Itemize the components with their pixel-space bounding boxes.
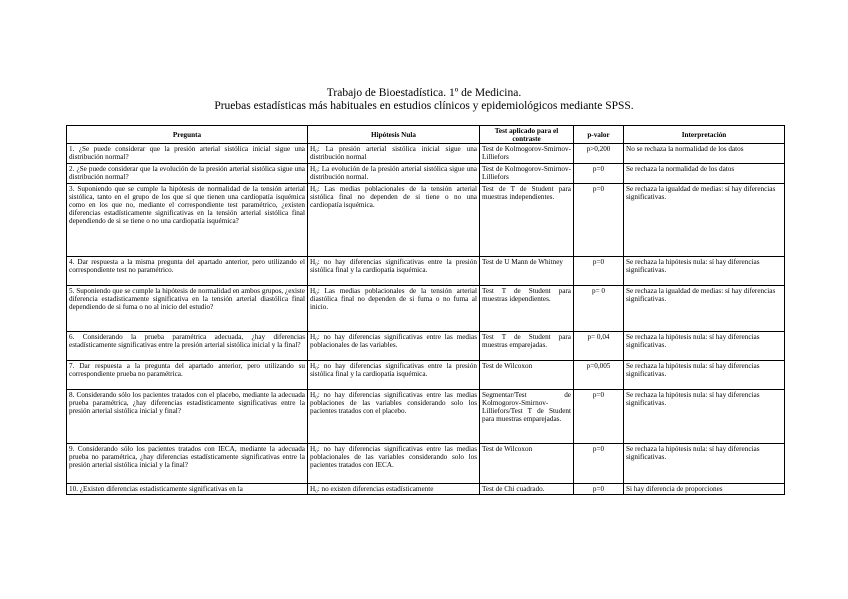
- cell-interpretacion: Se rechaza la normalidad de los datos: [624, 164, 785, 184]
- cell-interpretacion: Se rechaza la hipótesis nula: sí hay diferencias significativas.: [624, 361, 785, 390]
- cell-hipotesis: H₀: La evolución de la presión arterial sistólica sigue una distribución normal.: [308, 164, 480, 184]
- cell-p-valor: p=0: [574, 257, 624, 286]
- cell-hipotesis: H₀: no hay diferencias significativas entre las medias poblacionales de las variables considerando solo los pacientes tratados con IECA.: [308, 444, 480, 484]
- cell-test: Test de Kolmogorov-Smirnov-Lilliefors: [480, 164, 574, 184]
- cell-hipotesis: H₀: no hay diferencias significativas entre las medias poblacionales de las variables.: [308, 332, 480, 361]
- cell-p-valor: p=0: [574, 390, 624, 444]
- header-pregunta: Pregunta: [67, 126, 308, 144]
- cell-test: Test de Wilcoxon: [480, 361, 574, 390]
- cell-interpretacion: No se rechaza la normalidad de los datos: [624, 144, 785, 164]
- cell-pregunta: 8. Considerando sólo los pacientes tratados con el placebo, mediante la adecuada prueba paramétrica, ¿hay diferencias estadísticamente significativas entre la presión arterial sistólica inicial y final?: [67, 390, 308, 444]
- cell-pregunta: 3. Suponiendo que se cumple la hipótesis de normalidad de la tensión arterial sistólica, tanto en el grupo de los que sí que tienen una cardiopatía isquémica como en los que no, mediante el correspondiente test paramétrico, ¿existen diferencias estadísticamente significativas en la tensión arterial sistólica final dependiendo de si se tiene o no una cardiopatía isquémica?: [67, 184, 308, 257]
- cell-test: Test de U Mann de Whitney: [480, 257, 574, 286]
- cell-test: Test de Wilcoxon: [480, 444, 574, 484]
- cell-hipotesis: H₀: Las medias poblacionales de la tensión arterial sistólica final no dependen de si tiene o no una cardiopatía isquémica.: [308, 184, 480, 257]
- table-row: [67, 484, 785, 495]
- cell-test: Test de Chi cuadrado.: [480, 484, 574, 495]
- cell-test: Test T de Student para muestras idependientes.: [480, 286, 574, 332]
- cell-p-valor: p=0: [574, 444, 624, 484]
- cell-test: Test de T de Student para muestras independientes.: [480, 184, 574, 257]
- cell-hipotesis: H₀: no hay diferencias significativas entre las medias poblaciones de las variables considerando solo los pacientes tratados con el placebo.: [308, 390, 480, 444]
- statistics-table: [66, 125, 785, 495]
- cell-pregunta: 1. ¿Se puede considerar que la presión arterial sistólica inicial sigue una distribución normal?: [67, 144, 308, 164]
- cell-interpretacion: Se rechaza la hipótesis nula: sí hay diferencias significativas.: [624, 332, 785, 361]
- cell-hipotesis: H₀: no hay diferencias significativas entre la presión sistólica final y la cardiopatía isquémica.: [308, 257, 480, 286]
- header-p-valor: p-valor: [574, 126, 624, 144]
- cell-pregunta: 7. Dar respuesta a la pregunta del apartado anterior, pero utilizando su correspondiente prueba no paramétrica.: [67, 361, 308, 390]
- table-row: [67, 184, 785, 257]
- cell-p-valor: p=0: [574, 484, 624, 495]
- document-subtitle: Pruebas estadísticas más habituales en estudios clínicos y epidemiológicos mediante SPSS.: [214, 100, 634, 112]
- cell-p-valor: p=0: [574, 164, 624, 184]
- table-row: [67, 144, 785, 164]
- cell-interpretacion: Se rechaza la hipótesis nula: sí hay diferencias significativas.: [624, 257, 785, 286]
- table-row: [67, 390, 785, 444]
- document-title: Trabajo de Bioestadística. 1º de Medicina.: [326, 87, 522, 99]
- table-header-row: [67, 126, 785, 144]
- header-interpretacion: Interpretación: [624, 126, 785, 144]
- table-row: [67, 332, 785, 361]
- cell-interpretacion: Se rechaza la hipótesis nula: sí hay diferencias significativas.: [624, 390, 785, 444]
- table-row: [67, 286, 785, 332]
- cell-pregunta: 2. ¿Se puede considerar que la evolución de la presión arterial sistólica sigue una distribución normal?: [67, 164, 308, 184]
- table-row: [67, 257, 785, 286]
- cell-p-valor: p=0,005: [574, 361, 624, 390]
- cell-pregunta: 6. Considerando la prueba paramétrica adecuada, ¿hay diferencias estadísticamente significativas entre la presión arterial sistólica inicial y la final?: [67, 332, 308, 361]
- cell-interpretacion: Se rechaza la hipótesis nula: sí hay diferencias significativas.: [624, 444, 785, 484]
- cell-hipotesis: H₀: no existen diferencias estadísticamente: [308, 484, 480, 495]
- table-row: [67, 164, 785, 184]
- table-row: [67, 361, 785, 390]
- cell-p-valor: p= 0,04: [574, 332, 624, 361]
- cell-interpretacion: Si hay diferencia de proporciones: [624, 484, 785, 495]
- cell-interpretacion: Se rechaza la igualdad de medias: sí hay diferencias significativas.: [624, 286, 785, 332]
- cell-p-valor: p=0: [574, 184, 624, 257]
- cell-p-valor: p>0,200: [574, 144, 624, 164]
- cell-p-valor: p= 0: [574, 286, 624, 332]
- header-test: Test aplicado para el contraste: [480, 126, 574, 144]
- cell-pregunta: 4. Dar respuesta a la misma pregunta del apartado anterior, pero utilizando el correspondiente test no paramétrico.: [67, 257, 308, 286]
- cell-pregunta: 5. Suponiendo que se cumple la hipótesis de normalidad en ambos grupos, ¿existe diferencia estadísticamente significativa en la tensión arterial diastólica final dependiendo de si fuma o no al inicio del estudio?: [67, 286, 308, 332]
- cell-pregunta: 10. ¿Existen diferencias estadísticamente significativas en la: [67, 484, 308, 495]
- cell-test: Test T de Student para muestras emparejadas.: [480, 332, 574, 361]
- cell-test: Segmentar/Test de Kolmogorov-Smirnov-Lilliefors/Test T de Student para muestras emparejadas.: [480, 390, 574, 444]
- cell-pregunta: 9. Considerando sólo los pacientes tratados con IECA, mediante la adecuada prueba no paramétrica, ¿hay diferencias estadísticamente significativas entre la presión arterial sistólica inicial y la final?: [67, 444, 308, 484]
- cell-hipotesis: H₀: Las medias poblacionales de la tensión arterial diastólica final no dependen de si fuma o no fuma al inicio.: [308, 286, 480, 332]
- cell-test: Test de Kolmogorov-Smirnov-Lilliefors: [480, 144, 574, 164]
- header-hipotesis-nula: Hipótesis Nula: [308, 126, 480, 144]
- cell-hipotesis: H₀: La presión arterial sistólica inicial sigue una distribución normal: [308, 144, 480, 164]
- cell-hipotesis: H₀: no hay diferencias significativas entre la presión sistólica final y la cardiopatía isquémica.: [308, 361, 480, 390]
- cell-interpretacion: Se rechaza la igualdad de medias: sí hay diferencias significativas.: [624, 184, 785, 257]
- table-row: [67, 444, 785, 484]
